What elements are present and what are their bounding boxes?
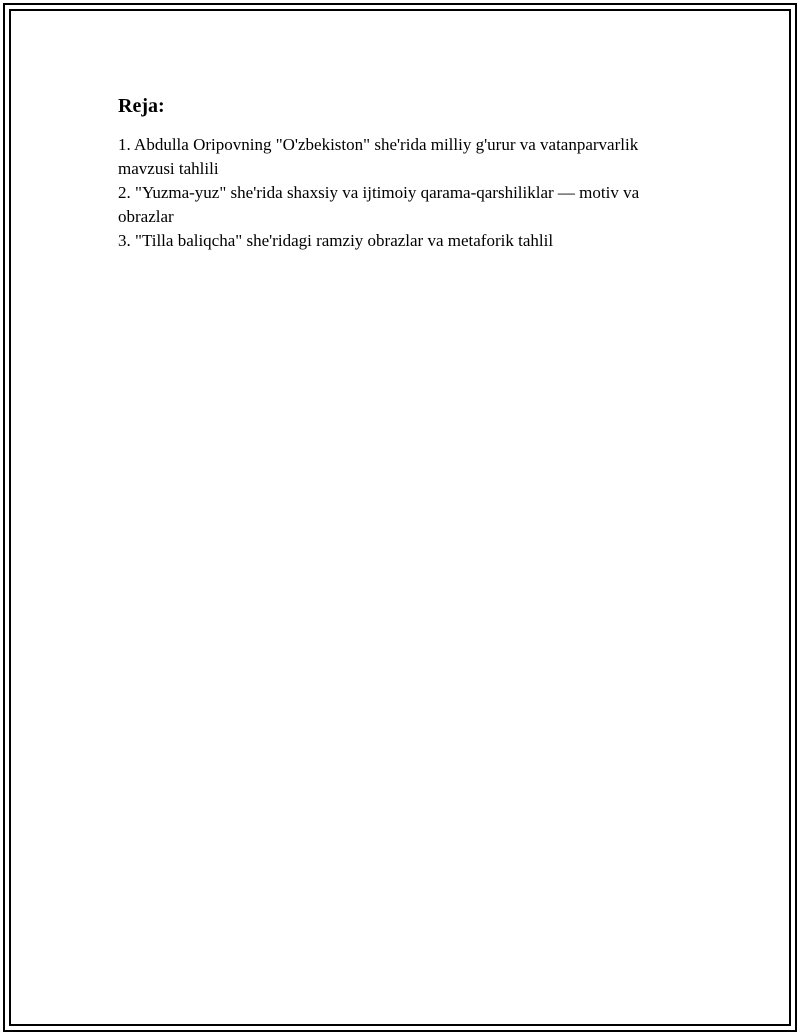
plan-item-2: 2. "Yuzma-yuz" she'rida shaxsiy va ijtimoiy qarama-qarshiliklar — motiv va obrazlar [118,183,640,226]
plan-item-3: 3. "Tilla baliqcha" she'ridagi ramziy obrazlar va metaforik tahlil [118,231,554,250]
plan-heading: Reja: [118,95,165,117]
plan-item-1: 1. Abdulla Oripovning "O'zbekiston" she'rida milliy g'urur va vatanparvarlik mavzusi tahlili [118,135,639,178]
page-content [118,92,698,253]
plan-list [118,133,698,253]
